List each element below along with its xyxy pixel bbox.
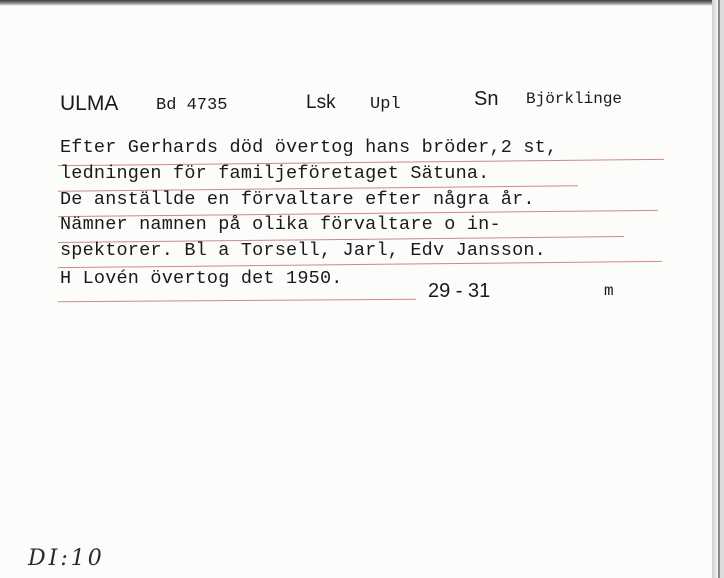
lsk-label: Lsk — [306, 92, 336, 113]
text-line-1: Efter Gerhards död övertog hans bröder,2 st, — [60, 137, 558, 158]
archive-name: ULMA — [60, 92, 119, 115]
text-line-3: De anställde en förvaltare efter några år. — [60, 189, 535, 210]
card-edge-shadow — [712, 0, 718, 578]
handwritten-reference: DI:10 — [28, 546, 105, 571]
underline-6 — [58, 299, 416, 302]
lsk-value: Upl — [370, 95, 401, 114]
top-edge — [0, 0, 718, 6]
volume-ref: Bd 4735 — [156, 96, 228, 115]
sn-value: Björklinge — [526, 90, 623, 108]
text-line-4: Nämner namnen på olika förvaltare o in- — [60, 214, 501, 235]
page-range: 29 - 31 — [428, 280, 491, 302]
text-line-5: spektorer. Bl a Torsell, Jarl, Edv Jansson. — [60, 240, 546, 261]
code-letter: m — [604, 282, 614, 300]
sn-label: Sn — [474, 88, 499, 110]
text-line-6: H Lovén övertog det 1950. — [60, 268, 343, 289]
text-line-2: ledningen för familjeföretaget Sätuna. — [60, 163, 490, 184]
